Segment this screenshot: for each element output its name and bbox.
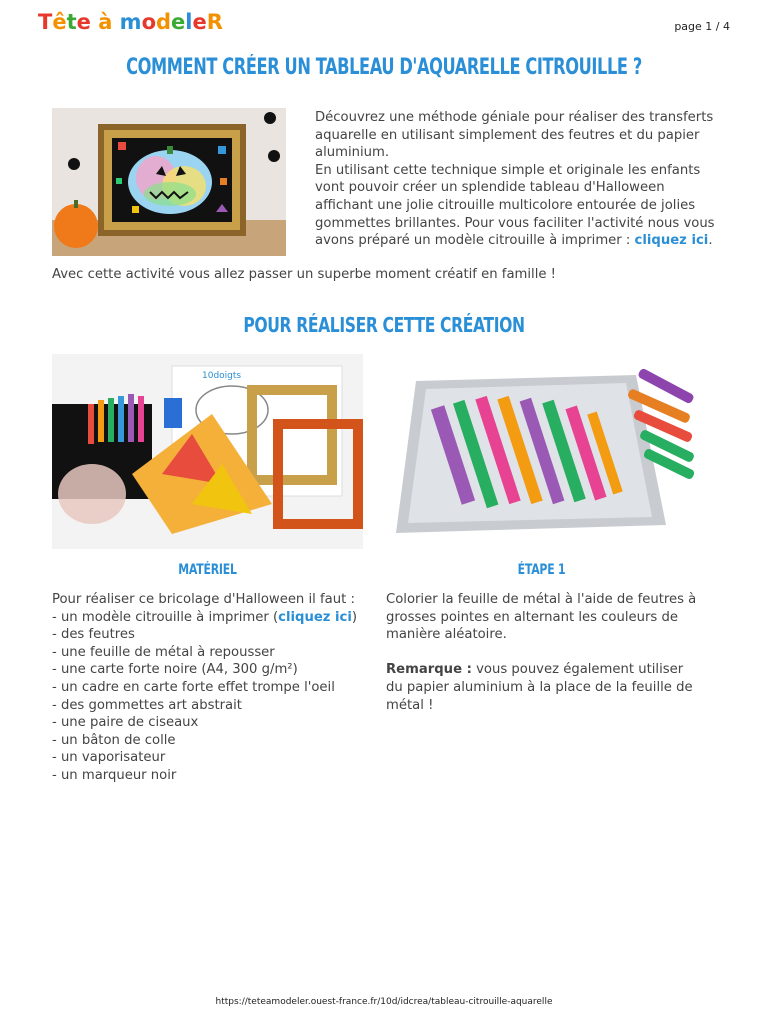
outro-text: Avec cette activité vous allez passer un superbe moment créatif en famille ! — [52, 267, 556, 282]
step1-note-label: Remarque : — [386, 662, 472, 678]
logo-letter: e — [192, 10, 207, 34]
materials-item: - des gommettes art abstrait — [52, 697, 242, 713]
step1-instruction: Colorier la feuille de métal à l'aide de feutres à grosses pointes en alternant les couleurs de manière aléatoire. — [386, 592, 697, 643]
logo-letter — [91, 10, 98, 34]
materials-item: - un bâton de colle — [52, 732, 176, 748]
materials-item: - une carte forte noire (A4, 300 g/m²) — [52, 662, 298, 678]
materials-item: - une feuille de métal à repousser — [52, 644, 275, 660]
logo-letter: t — [66, 10, 77, 34]
materials-item: - un vaporisateur — [52, 750, 166, 766]
brand-text: 10doigts — [202, 371, 242, 381]
intro-paragraph-1: Découvrez une méthode géniale pour réaliser des transferts aquarelle en utilisant simplement des feutres et du papier aluminium. — [315, 110, 714, 161]
materials-image — [52, 354, 363, 549]
materials-title: MATÉRIEL — [178, 562, 237, 578]
footer-url: https://teteamodeler.ouest-france.fr/10d/idcrea/tableau-citrouille-aquarelle — [215, 997, 553, 1007]
logo-letter: R — [206, 10, 223, 34]
logo-letter: o — [141, 10, 156, 34]
logo-letter: à — [98, 10, 113, 34]
intro-text-before-link: En utilisant cette technique simple et originale les enfants vont pouvoir créer un splendide tableau d'Halloween affichant une jolie citrouille multicolore entourée de jolies gommettes brillantes. Pour vous faciliter l'activité nous vous avons préparé un modèle citrouille à imprimer : — [315, 162, 715, 249]
materials-template-link[interactable]: cliquez ici — [278, 609, 352, 625]
materials-lead: Pour réaliser ce bricolage d'Halloween il faut : — [52, 592, 355, 607]
materials-item: - des feutres — [52, 627, 135, 643]
step1-title: ÉTAPE 1 — [517, 562, 566, 578]
step1-note-text: vous pouvez également utiliser du papier aluminium à la place de la feuille de métal ! — [386, 662, 693, 713]
section-title: POUR RÉALISER CETTE CRÉATION — [243, 313, 525, 337]
logo-letter: ê — [52, 10, 67, 34]
intro-paragraph-2 — [315, 162, 715, 250]
page-title: COMMENT CRÉER UN TABLEAU D'AQUARELLE CITROUILLE ? — [126, 55, 642, 80]
materials-item-template — [52, 609, 363, 627]
materials-item-text-before-link: - un modèle citrouille à imprimer ( — [52, 609, 279, 625]
step1-text — [386, 591, 697, 714]
hero-image — [52, 108, 286, 256]
logo-letter: T — [38, 10, 53, 34]
site-logo[interactable] — [38, 10, 223, 34]
intro-text — [315, 109, 715, 250]
step1-note — [386, 661, 697, 714]
page-number: page 1 / 4 — [674, 20, 730, 33]
materials-item: - un cadre en carte forte effet trompe l'oeil — [52, 679, 335, 695]
intro-text-after-link: . — [708, 233, 713, 249]
template-link[interactable]: cliquez ici — [634, 233, 709, 249]
logo-letter: e — [76, 10, 91, 34]
materials-item-text-after-link: ) — [351, 609, 358, 625]
materials-list — [52, 591, 363, 785]
logo-letter: m — [119, 10, 142, 34]
logo-letter: l — [185, 10, 193, 34]
logo-letter — [112, 10, 119, 34]
materials-item: - une paire de ciseaux — [52, 715, 199, 731]
materials-item: - un marqueur noir — [52, 767, 177, 783]
logo-letter: e — [171, 10, 186, 34]
step1-image — [386, 355, 697, 550]
logo-letter: d — [156, 10, 172, 34]
